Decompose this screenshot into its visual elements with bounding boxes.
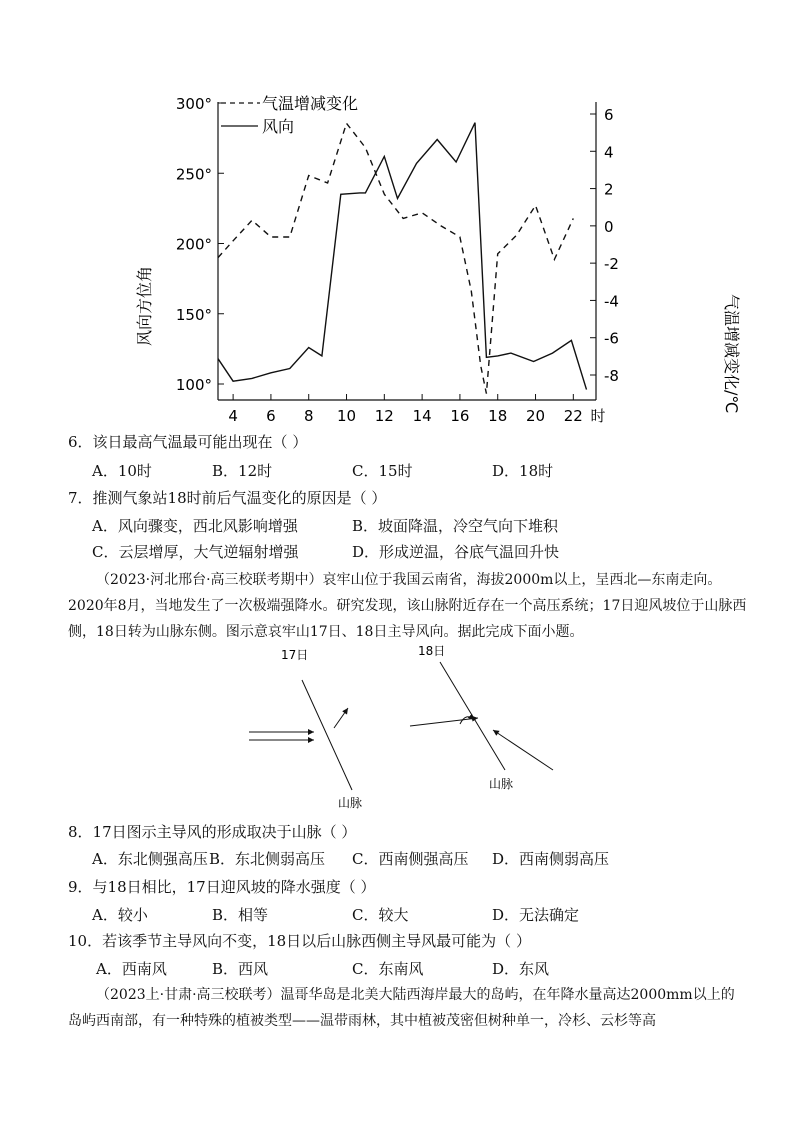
x-tick-label: 8 [303,407,314,425]
y-left-tick-label: 300° [175,95,212,113]
passage-vancouver: （2023上·甘肃·高三校联考）温哥华岛是北美大陆西海岸最大的岛屿，在年降水量高达2000mm以上的岛屿西南部，有一种特殊的植被类型——温带雨林，其中植被茂密但树种单一，冷杉、云杉等高 [68,987,735,1029]
q10-stem: 10．若该季节主导风向不变，18日以后山脉西侧主导风最可能为（ ） [68,932,531,950]
q8-option-a[interactable]: A．东北侧强高压 [92,850,208,868]
q8-option-c[interactable]: C．西南侧强高压 [352,850,469,868]
q9-option-a[interactable]: A．较小 [92,906,148,924]
x-tick-label: 14 [412,407,432,425]
x-tick-label: 6 [266,407,276,425]
label-day18: 18日 [418,644,446,658]
wind-direction-line [218,123,587,390]
temperature-change-line [218,123,573,393]
q10-option-c[interactable]: C．东南风 [352,960,424,978]
chart-legend [221,94,358,136]
y-left-tick-label: 200° [175,235,212,254]
wind-direction-diagram [0,640,800,820]
legend-wind: 风向 [262,117,295,136]
q7-option-d[interactable]: D．形成逆温，谷底气温回升快 [352,543,560,561]
y-left-tick-label: 250° [175,165,212,184]
y-right-tick-label: 0 [604,217,614,236]
x-tick-label: 20 [525,407,546,425]
y-axis-right-label: 气温增减变化/℃ [722,294,741,414]
q10-option-b[interactable]: B．西风 [212,960,269,978]
q9-stem: 9．与18日相比，17日迎风坡的降水强度（ ） [68,878,376,896]
x-unit-label: 时 [590,407,606,425]
y-right-tick-label: 6 [604,106,614,124]
q9-option-b[interactable]: B．相等 [212,906,269,924]
q6-stem: 6．该日最高气温最可能出现在（ ） [68,433,308,451]
label-mountain17: 山脉 [338,796,363,810]
q6-option-b[interactable]: B．12时 [212,462,273,480]
q7-stem: 7．推测气象站18时前后气温变化的原因是（ ） [68,489,387,507]
wind-arrow-18a [410,718,478,726]
y-right-tick-label: -6 [604,329,619,348]
y-right-tick-label: 4 [604,143,614,162]
chart-series [218,123,587,394]
y-right-tick-label: 2 [604,180,614,199]
q8-option-b[interactable]: B．东北侧弱高压 [209,850,326,868]
y-left-tick-label: 150° [175,305,212,324]
label-mountain18: 山脉 [489,777,514,791]
q6-option-d[interactable]: D．18时 [492,462,554,480]
q8-option-d[interactable]: D．西南侧弱高压 [492,850,610,868]
chart-axes [218,102,596,400]
q8-stem: 8．17日图示主导风的形成取决于山脉（ ） [68,823,357,841]
wind-arrow-18c [493,730,553,770]
x-tick-label: 4 [228,407,238,425]
q9-option-d[interactable]: D．无法确定 [492,906,580,924]
y-right-tick-label: -4 [604,292,619,311]
passage-ailao: （2023·河北邢台·高三校联考期中）哀牢山位于我国云南省，海拔2000m以上，呈西北—东南走向。2020年8月，当地发生了一次极端强降水。研究发现，该山脉附近存在一个高压系统；17日迎风坡位于山脉西侧，18日转为山脉东侧。图示意哀牢山17日、18日主导风向。据此完成下面小题。 [68,572,747,640]
q10-option-a[interactable]: A．西南风 [96,960,167,978]
q9-option-c[interactable]: C．较大 [352,906,409,924]
wind-temperature-chart [0,80,800,425]
y-left-tick-label: 100° [175,376,212,394]
x-tick-label: 12 [374,407,394,425]
q7-option-b[interactable]: B．坡面降温，冷空气向下堆积 [352,517,559,535]
x-tick-label: 18 [488,407,508,425]
q6-option-c[interactable]: C．15时 [352,462,413,480]
y-axis-left-label: 风向方位角 [135,265,154,346]
wind-arrow-18b [460,717,474,724]
x-tick-label: 22 [563,407,583,425]
y-right-tick-label: -2 [604,255,619,274]
mountain-line-17 [302,680,352,790]
x-tick-label: 16 [450,407,470,425]
legend-temp: 气温增减变化 [262,94,359,113]
chart-ticks [176,95,619,425]
q10-option-d[interactable]: D．东风 [492,960,550,978]
q6-option-a[interactable]: A．10时 [92,462,152,480]
q7-option-c[interactable]: C．云层增厚，大气逆辐射增强 [92,543,299,561]
wind-arrow-17c [334,708,348,728]
y-right-tick-label: -8 [604,367,619,385]
mountain-line-18 [440,662,505,770]
label-day17: 17日 [281,648,309,662]
q7-option-a[interactable]: A．风向骤变，西北风影响增强 [92,517,298,535]
x-tick-label: 10 [336,407,357,425]
